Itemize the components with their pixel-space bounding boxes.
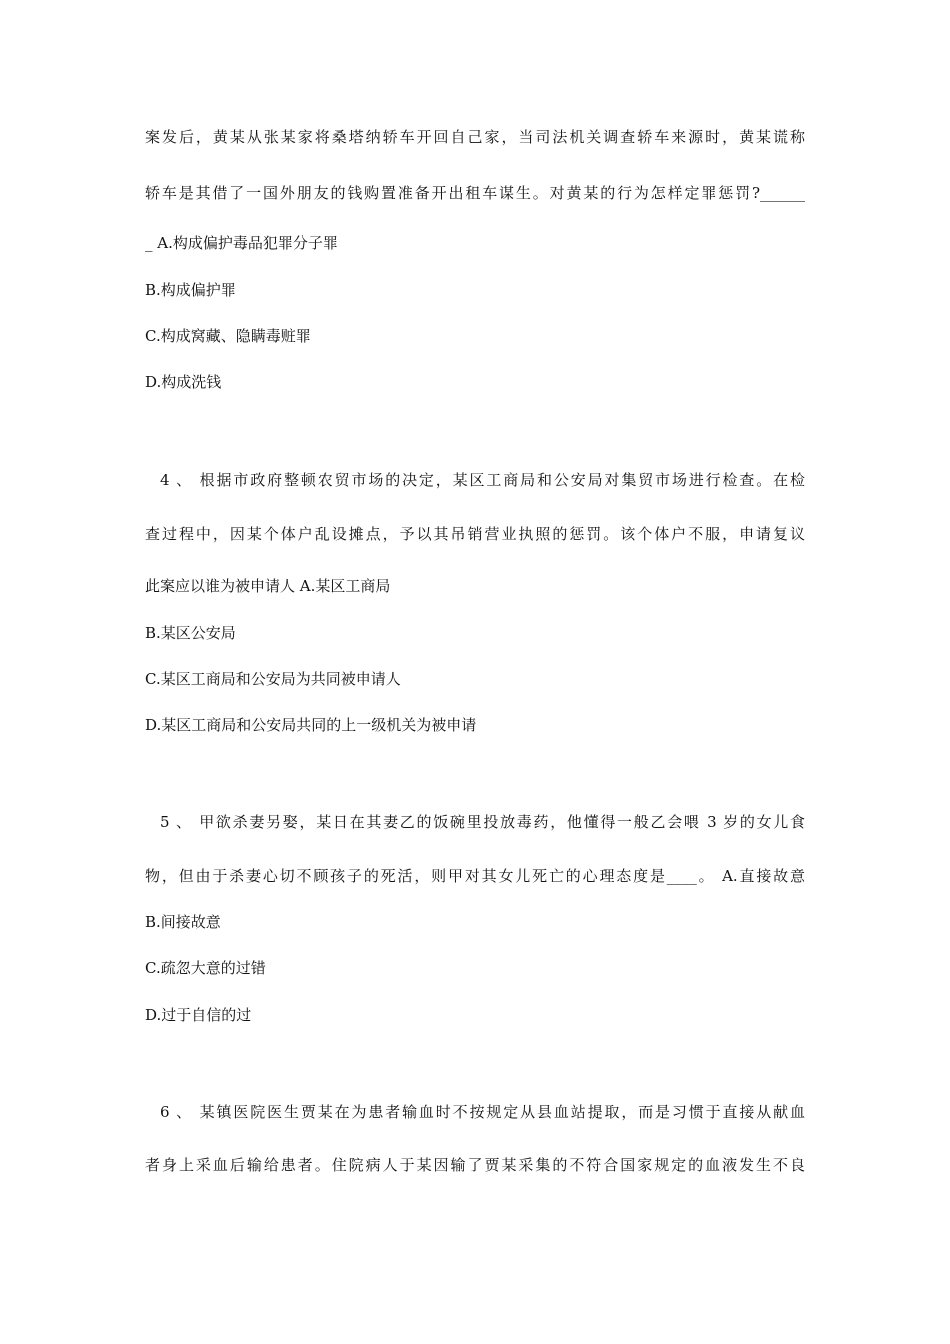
- q5-text-line-1: 5 、 甲欲杀妻另娶，某日在其妻乙的饭碗里投放毒药，他懂得一般乙会喂 3 岁的女儿食: [160, 813, 805, 831]
- q5-option-b: B.间接故意: [145, 913, 221, 931]
- q4-option-d: D.某区工商局和公安局共同的上一级机关为被申请: [145, 716, 477, 734]
- q5-option-d: D.过于自信的过: [145, 1006, 252, 1024]
- q6-text-line-2: 者身上采血后输给患者。住院病人于某因输了贾某采集的不符合国家规定的血液发生不良: [145, 1156, 805, 1174]
- q3-option-d: D.构成洗钱: [145, 373, 222, 391]
- q3-text-line-2: 轿车是其借了一国外朋友的钱购置准备开出租车谋生。对黄某的行为怎样定罪惩罚?______: [145, 184, 805, 202]
- q4-option-c: C.某区工商局和公安局为共同被申请人: [145, 670, 401, 688]
- q4-text-line-1: 4 、 根据市政府整顿农贸市场的决定，某区工商局和公安局对集贸市场进行检查。在检: [160, 471, 805, 489]
- q6-text-line-1: 6 、 某镇医院医生贾某在为患者输血时不按规定从县血站提取，而是习惯于直接从献血: [160, 1103, 805, 1121]
- q3-option-b: B.构成偏护罪: [145, 281, 236, 299]
- q4-option-b: B.某区公安局: [145, 624, 236, 642]
- q3-text-line-1: 案发后，黄某从张某家将桑塔纳轿车开回自己家，当司法机关调查轿车来源时，黄某谎称: [145, 128, 805, 146]
- q4-text-line-2: 查过程中，因某个体户乱设摊点，予以其吊销营业执照的惩罚。该个体户不服，申请复议: [145, 525, 805, 543]
- q3-option-c: C.构成窝藏、隐瞒毒赃罪: [145, 327, 311, 345]
- q3-option-a: _ A.构成偏护毒品犯罪分子罪: [145, 234, 338, 252]
- q4-text-line-3: 此案应以谁为被申请人 A.某区工商局: [145, 577, 391, 595]
- q5-text-line-2: 物，但由于杀妻心切不顾孩子的死活，则甲对其女儿死亡的心理态度是____。 A.直接故意: [145, 867, 805, 885]
- q5-option-c: C.疏忽大意的过错: [145, 959, 266, 977]
